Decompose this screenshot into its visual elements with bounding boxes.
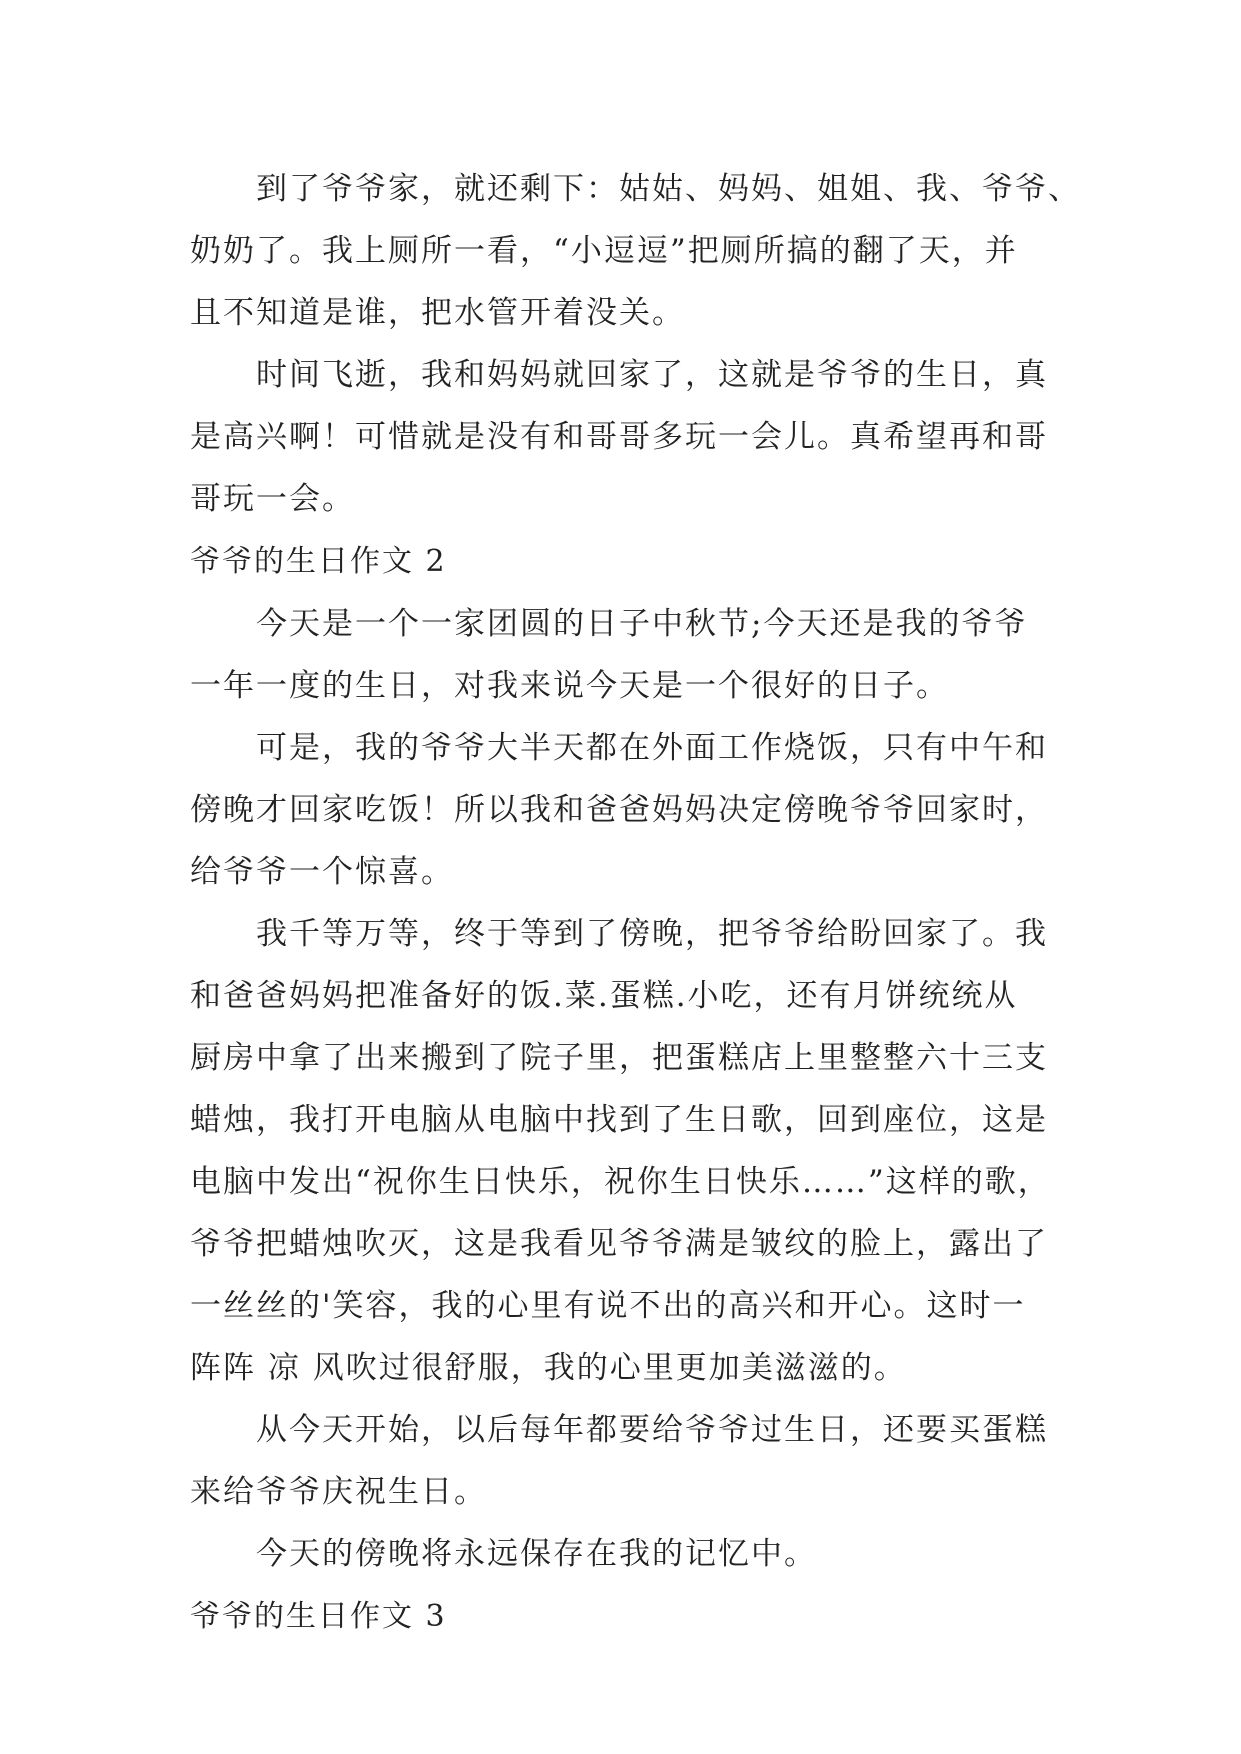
paragraph: [190, 1523, 1070, 1585]
text-line: 且不知道是谁，把水管开着没关。: [190, 295, 685, 331]
text-line: 厨房中拿了出来搬到了院子里，把蛋糕店上里整整六十三支: [190, 1040, 1048, 1076]
text-line: 我千等万等，终于等到了傍晚，把爷爷给盼回家了。我: [256, 916, 1048, 952]
paragraph: [190, 717, 1070, 903]
document-body: [190, 158, 1081, 1648]
text-line: 来给爷爷庆祝生日。: [190, 1474, 487, 1510]
text-line: 和爸爸妈妈把准备好的饭.菜.蛋糕.小吃，还有月饼统统从: [190, 978, 1018, 1014]
text-line: 给爷爷一个惊喜。: [190, 854, 454, 890]
text-line: 可是，我的爷爷大半天都在外面工作烧饭，只有中午和: [256, 730, 1048, 766]
text-line: 奶奶了。我上厕所一看，“小逗逗”把厕所搞的翻了天，并: [190, 233, 1018, 269]
text-line: 一丝丝的'笑容，我的心里有说不出的高兴和开心。这时一: [190, 1288, 1026, 1324]
text-line: 从今天开始，以后每年都要给爷爷过生日，还要买蛋糕: [256, 1412, 1048, 1448]
text-line: 一年一度的生日，对我来说今天是一个很好的日子。: [190, 668, 949, 704]
paragraph: [190, 903, 1070, 1399]
text-line: 今天是一个一家团圆的日子中秋节;今天还是我的爷爷: [256, 606, 1028, 642]
paragraph: [190, 158, 1081, 344]
paragraph: [190, 344, 1070, 530]
text-line: 是高兴啊！可惜就是没有和哥哥多玩一会儿。真希望再和哥: [190, 419, 1048, 455]
text-line: 爷爷把蜡烛吹灭，这是我看见爷爷满是皱纹的脸上，露出了: [190, 1226, 1048, 1262]
text-line: 哥玩一会。: [190, 481, 355, 517]
text-line: 今天的傍晚将永远保存在我的记忆中。: [256, 1536, 817, 1572]
section-heading: 爷爷的生日作文 2: [190, 544, 447, 579]
text-line: 到了爷爷家，就还剩下：姑姑、妈妈、姐姐、我、爷爷、: [256, 171, 1081, 207]
paragraph: [190, 593, 1070, 717]
section-heading: 爷爷的生日作文 3: [190, 1599, 447, 1634]
text-line: 电脑中发出“祝你生日快乐，祝你生日快乐……”这样的歌，: [190, 1164, 1051, 1200]
text-line: 傍晚才回家吃饭！所以我和爸爸妈妈决定傍晚爷爷回家时，: [190, 792, 1048, 828]
text-line: 蜡烛，我打开电脑从电脑中找到了生日歌，回到座位，这是: [190, 1102, 1048, 1138]
text-line: 阵阵 凉 风吹过很舒服，我的心里更加美滋滋的。: [190, 1350, 907, 1386]
paragraph: [190, 1399, 1070, 1523]
text-line: 时间飞逝，我和妈妈就回家了，这就是爷爷的生日，真: [256, 357, 1048, 393]
